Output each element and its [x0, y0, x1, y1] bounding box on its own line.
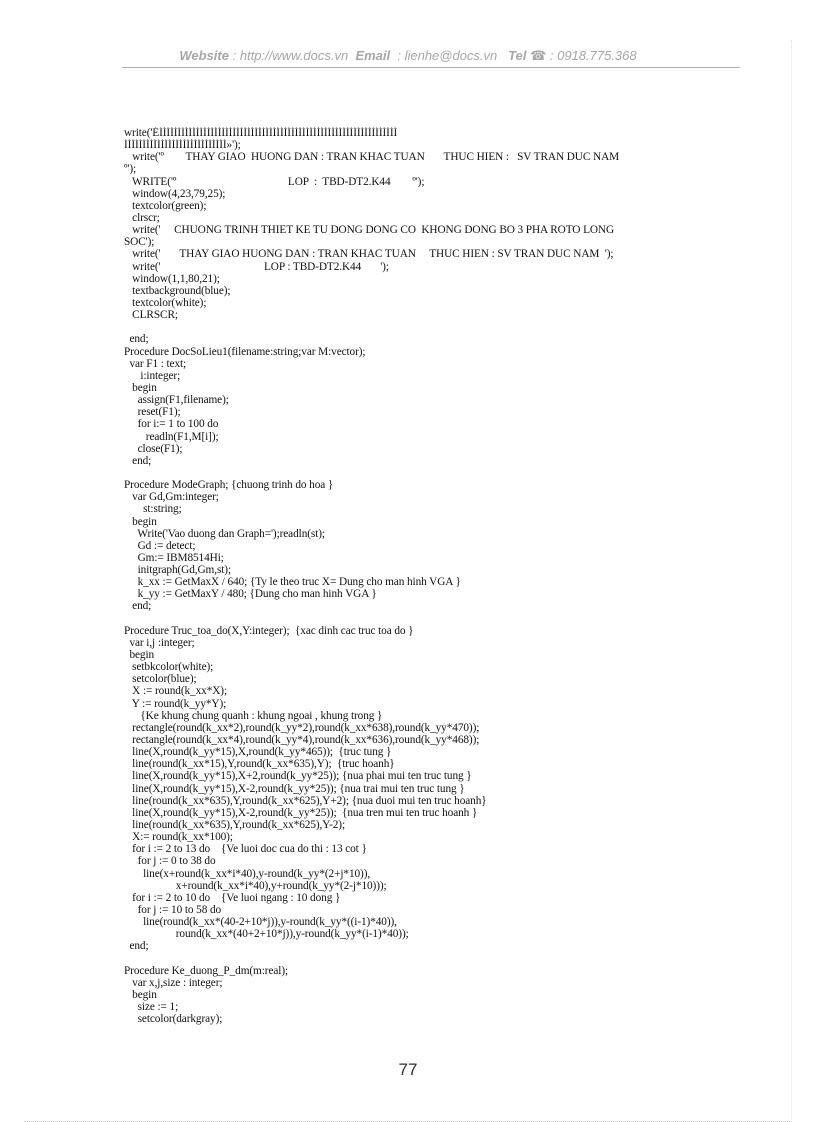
code-line: end; — [124, 333, 149, 346]
code-line: line(x+round(k_xx*i*40),y-round(k_yy*(2+j*10)), — [124, 867, 371, 880]
tel-label: Tel — [508, 48, 527, 63]
email-value: : lienhe@docs.vn — [397, 48, 498, 63]
code-line: CLRSCR; — [124, 309, 178, 322]
page-right-border — [791, 40, 792, 1120]
code-listing — [124, 127, 744, 1025]
code-line: Gd := detect; — [124, 539, 196, 552]
footer-divider — [24, 1121, 792, 1122]
code-line: k_yy := GetMaxY / 480; {Dung cho man hinh VGA } — [124, 588, 377, 601]
code-line: close(F1); — [124, 442, 183, 455]
code-line: SOC'); — [124, 236, 155, 249]
code-line: textcolor(white); — [124, 296, 207, 309]
code-line: begin — [124, 515, 157, 528]
code-line: {Ke khung chung quanh : khung ngoai , khung trong } — [124, 709, 383, 722]
code-line: end; — [124, 600, 152, 613]
code-line: begin — [124, 649, 155, 662]
email-label: Email — [355, 48, 391, 63]
code-line: setbkcolor(white); — [124, 661, 214, 674]
code-line: write(' THAY GIAO HUONG DAN : TRAN KHAC TUAN THUC HIEN : SV TRAN DUC NAM '); — [124, 248, 614, 261]
code-line — [124, 953, 744, 965]
code-line: rectangle(round(k_xx*2),round(k_yy*2),round(k_xx*638),round(k_yy*470)); — [124, 721, 480, 734]
code-line: for i := 2 to 13 do {Ve luoi doc cua do thi : 13 cot } — [124, 843, 367, 856]
code-line: var Gd,Gm:integer; — [124, 491, 219, 504]
code-line: size := 1; — [124, 1001, 179, 1014]
code-line: var i,j :integer; — [124, 636, 195, 649]
code-line: var F1 : text; — [124, 357, 187, 370]
code-line: st:string; — [124, 503, 182, 516]
code-line: readln(F1,M[i]); — [124, 430, 219, 443]
code-line: begin — [124, 988, 157, 1001]
code-line: setcolor(blue); — [124, 673, 197, 686]
code-line: line(round(k_xx*15),Y,round(k_xx*635),Y); {truc hoanh} — [124, 758, 395, 771]
code-line: Gm:= IBM8514Hi; — [124, 551, 224, 564]
page-number: 77 — [398, 1060, 418, 1079]
code-line: for j := 10 to 58 do — [124, 904, 222, 916]
code-line: line(round(k_xx*(40-2+10*j)),y-round(k_yy*((i-1)*40)), — [124, 916, 397, 929]
code-line — [124, 467, 744, 479]
code-line: window(1,1,80,21); — [124, 272, 220, 285]
code-line: initgraph(Gd,Gm,st); — [124, 564, 232, 577]
code-line: reset(F1); — [124, 406, 181, 419]
code-line: º'); — [124, 163, 137, 176]
code-line: ÍÍÍÍÍÍÍÍÍÍÍÍÍÍÍÍÍÍÍÍÍÍÍÍÍÍÍÍ»'); — [124, 139, 241, 152]
code-line: line(X,round(k_yy*15),X-2,round(k_yy*25)); {nua trai mui ten truc tung } — [124, 782, 465, 795]
code-line: end; — [124, 940, 149, 953]
website-value: : http://www.docs.vn — [232, 48, 349, 63]
code-line: round(k_xx*(40+2+10*j)),y-round(k_yy*(i-1)*40)); — [124, 928, 409, 941]
code-line: Write('Vao duong dan Graph=');readln(st); — [124, 527, 325, 540]
page-header — [0, 48, 816, 64]
code-line — [124, 613, 744, 625]
code-line: X:= round(k_xx*100); — [124, 831, 233, 844]
code-line: clrscr; — [124, 211, 160, 224]
code-line: line(X,round(k_yy*15),X+2,round(k_yy*25)); {nua phai mui ten truc tung } — [124, 770, 472, 783]
code-line: setcolor(darkgray); — [124, 1013, 223, 1026]
code-line: x+round(k_xx*i*40),y+round(k_yy*(2-j*10))); — [124, 879, 387, 892]
code-line: Y := round(k_yy*Y); — [124, 697, 227, 710]
code-line: textcolor(green); — [124, 199, 207, 212]
header-divider — [122, 67, 740, 68]
code-line: for i := 2 to 10 do {Ve luoi ngang : 10 dong } — [124, 891, 341, 904]
code-line: write(' LOP : TBD-DT2.K44 '); — [124, 260, 389, 273]
code-line: textbackground(blue); — [124, 284, 231, 297]
tel-value: ☎ : 0918.775.368 — [530, 48, 637, 63]
code-line: Procedure Ke_duong_P_dm(m:real); — [124, 964, 289, 977]
website-label: Website — [179, 48, 229, 63]
code-line: for j := 0 to 38 do — [124, 855, 216, 868]
code-line: line(round(k_xx*635),Y,round(k_xx*625),Y-2); — [124, 819, 346, 832]
code-line: begin — [124, 381, 157, 394]
code-line: line(X,round(k_yy*15),X-2,round(k_yy*25)); {nua tren mui ten truc hoanh } — [124, 806, 478, 819]
code-line: window(4,23,79,25); — [124, 187, 226, 200]
code-line: Procedure ModeGraph; {chuong trinh do hoa } — [124, 479, 334, 492]
code-line: line(round(k_xx*635),Y,round(k_xx*625),Y+2); {nua duoi mui ten truc hoanh} — [124, 794, 487, 807]
code-line: end; — [124, 454, 152, 467]
code-line: write(' CHUONG TRINH THIET KE TU DONG DONG CO KHONG DONG BO 3 PHA ROTO LONG — [124, 224, 615, 237]
code-line: Procedure DocSoLieu1(filename:string;var M:vector); — [124, 345, 366, 358]
code-line: k_xx := GetMaxX / 640; {Ty le theo truc X= Dung cho man hinh VGA } — [124, 576, 461, 589]
code-line: Procedure Truc_toa_do(X,Y:integer); {xac dinh cac truc toa do } — [124, 624, 414, 637]
code-line — [124, 321, 744, 333]
code-line: WRITE('º LOP : TBD-DT2.K44 º'); — [124, 175, 425, 188]
code-line: var x,j,size : integer; — [124, 976, 223, 989]
code-line: for i:= 1 to 100 do — [124, 418, 219, 431]
code-line: write('º THAY GIAO HUONG DAN : TRAN KHAC TUAN THUC HIEN : SV TRAN DUC NAM — [124, 151, 620, 164]
code-line: rectangle(round(k_xx*4),round(k_yy*4),round(k_xx*636),round(k_yy*468)); — [124, 734, 480, 747]
code-line: i:integer; — [124, 369, 181, 382]
code-line: write('ÉÍÍÍÍÍÍÍÍÍÍÍÍÍÍÍÍÍÍÍÍÍÍÍÍÍÍÍÍÍÍÍÍÍÍÍÍÍÍÍÍÍÍÍÍÍÍÍÍÍÍÍÍÍÍÍÍÍÍÍÍÍÍÍÍÍ — [124, 127, 398, 139]
code-line: line(X,round(k_yy*15),X,round(k_yy*465)); {truc tung } — [124, 746, 392, 759]
code-line: X := round(k_xx*X); — [124, 685, 228, 698]
code-line: assign(F1,filename); — [124, 394, 229, 407]
